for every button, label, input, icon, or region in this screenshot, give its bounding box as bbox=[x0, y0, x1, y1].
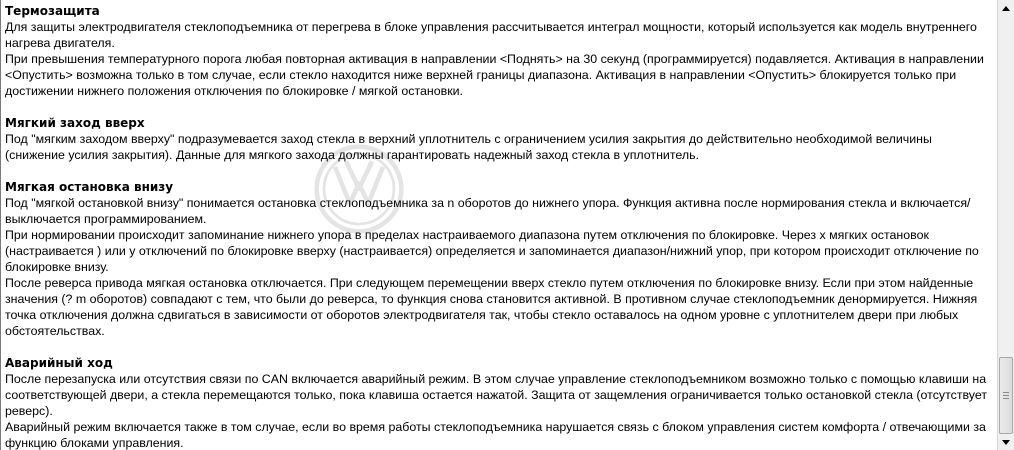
section-emergency-mode bbox=[5, 355, 995, 450]
section-heading: Аварийный ход bbox=[5, 356, 113, 370]
paragraph: После перезапуска или отсутствия связи по CAN включается аварийный режим. В этом случае управление стеклоподъемником возможно только с помощью клавиши на соответствующей двери, а стекла перемещаются только, пока клавиша остается нажатой. Защита от защемления ограничивается только остановкой стекла (отсутствует реверс). bbox=[5, 372, 988, 418]
scroll-up-button[interactable] bbox=[998, 0, 1014, 16]
section-soft-stop-down bbox=[5, 179, 995, 339]
thumb-grip-line bbox=[1003, 392, 1009, 393]
paragraph: Под "мягкой остановкой внизу" понимается остановка стеклоподъемника за n оборотов до нижнего упора. Функция активна после нормирования стекла и включается/выключается программированием. bbox=[5, 196, 971, 226]
scroll-up-arrow-icon bbox=[1002, 6, 1010, 11]
section-heading: Мягкий заход вверх bbox=[5, 116, 145, 130]
paragraph: После реверса привода мягкая остановка отключается. При следующем перемещении вверх стекло путем отключения по блокировке внизу. Если при этом найденные значения (? m оборотов) совпадают с тем, что были до реверса, то функция снова становится активной. В противном случае стеклоподъемник денормируется. Нижняя точка отключения должна сдвигаться в зависимости от оборотов электродвигателя так, чтобы стекло оставалось на одном уровне с уплотнителем двери при любых обстоятельствах. bbox=[5, 276, 978, 338]
section-soft-close-up bbox=[5, 115, 995, 163]
vertical-scrollbar[interactable] bbox=[997, 0, 1014, 450]
paragraph: При нормировании происходит запоминание нижнего упора в пределах настраиваемого диапазона путем отключения по блокировке. Через x мягких остановок (настраивается ) или y отключений по блокировке вверху (настраивается) определяется и запоминается диапазон/нижний упор, при котором происходит отключение по блокировке внизу. bbox=[5, 228, 979, 274]
paragraph: Под "мягким заходом вверху" подразумевается заход стекла в верхний уплотнитель с ограничением усилия закрытия до действительно необходимой величины (снижение усилия закрытия). Данные для мягкого захода должны гарантировать надежный заход стекла в уплотнитель. bbox=[5, 132, 932, 162]
section-thermal-protection bbox=[5, 3, 995, 99]
scrollbar-thumb[interactable] bbox=[999, 357, 1013, 434]
paragraph: Аварийный режим включается также в том случае, если во время работы стеклоподъемника нарушается связь с блоком управления систем комфорта / отвечающими за функцию блоками управления. bbox=[5, 420, 986, 450]
section-heading: Мягкая остановка внизу bbox=[5, 180, 174, 194]
paragraph: При превышения температурного порога любая повторная активация в направлении <Поднять> на 30 секунд (программируется) подавляется. Активация в направлении <Опустить> возможна только в том случае, если стекло находится ниже верхней границы диапазона. Активация в направлении <Опустить> блокируется только при достижении нижнего положения отключения по блокировке / мягкой остановки. bbox=[5, 52, 984, 98]
scroll-down-arrow-icon bbox=[1002, 440, 1010, 445]
document-content bbox=[5, 3, 995, 450]
thumb-grip-line bbox=[1003, 398, 1009, 399]
scroll-down-button[interactable] bbox=[998, 434, 1014, 450]
section-heading: Термозащита bbox=[5, 4, 100, 18]
paragraph: Для защиты электродвигателя стеклоподъемника от перегрева в блоке управления рассчитывается интеграл мощности, который используется как модель внутреннего нагрева двигателя. bbox=[5, 20, 977, 50]
thumb-grip-line bbox=[1003, 395, 1009, 396]
